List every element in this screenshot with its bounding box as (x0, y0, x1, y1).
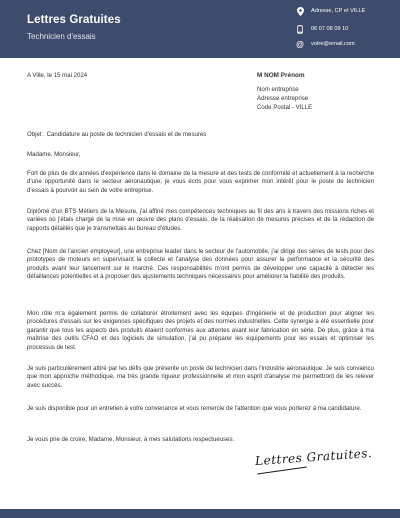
letter-paragraph: Fort de plus de dix années d'expérience dans le domaine de la mesure et des tests de conformité et actuellement à la recherche d'une opportunité dans le secteur aéronautique, je vous écris pour vous exprimer mon intérêt pour le poste de technicien d'essais à pourvoir au sein de votre entreprise. (27, 170, 374, 194)
recipient-company: Nom entreprise (257, 86, 299, 93)
letter-footer-bar (0, 509, 400, 518)
letter-paragraph: Diplômé d'un BTS Métiers de la Mesure, j'ai affiné mes compétences techniques au fil des ans à travers des missions riches et variées où j'étais chargé de la mise en œuvre des plans d'essais, de la réalisation de mesures précises et de la rédaction de rapports détaillés que je transmettais au bureau d'études. (27, 208, 374, 232)
recipient-postal-city: Code Postal - VILLE (257, 104, 313, 111)
letter-closing: Je vous prie de croire, Madame, Monsieur, à mes salutations respectueuses. (27, 436, 235, 443)
at-sign-icon: @ (296, 39, 304, 49)
letter-date: A Ville, le 15 mai 2024 (27, 72, 88, 79)
signature-flourish (257, 467, 307, 475)
handwritten-signature: Lettres Gratuites. (254, 445, 373, 469)
phone-icon (295, 24, 305, 34)
letter-paragraph: Chez [Nom de l'ancien employeur], une entreprise leader dans le secteur de l'automobile, j'ai dirigé des séries de tests pour des prototypes de moteurs en supervisant la collecte et l'analyse des données pour assurer la performance et la sécurité des produits avant leur lancement sur le marché. Ces responsabilités m'ont permis de développer une capacité à détecter les défaillances potentielles et à proposer des ajustements techniques nécessaires pour améliorer la fiabilité des produits. (27, 248, 374, 281)
contact-address-text: Adresse, CP et VILLE (311, 8, 366, 14)
sender-job-title: Technicien d'essais (27, 32, 96, 41)
contact-email-text: votre@email.com (311, 41, 355, 47)
letter-header (0, 0, 400, 58)
contact-address (295, 6, 365, 16)
recipient-address: Adresse entreprise (257, 95, 309, 102)
letter-object: Objet : Candidature au poste de technicien d'essais et de mesures (27, 131, 207, 138)
contact-phone (295, 24, 348, 34)
recipient-name: M NOM Prénom (257, 72, 305, 79)
letter-paragraph: Je suis disponible pour un entretien à votre convenance et vous remercie de l'attention que vous porterez à ma candidature. (27, 405, 362, 412)
location-pin-icon (295, 6, 305, 16)
letter-paragraph: Mon rôle m'a également permis de collaborer étroitement avec les équipes d'ingénierie et de production pour aligner les procédures d'essais sur les exigences spécifiques des projets et des normes industrielles. Cette synergie a été essentielle pour garantir que tous les aspects des produits étaient conformes aux attentes avant leur fabrication en série. De plus, grâce à ma maîtrise des outils CFAO et des logiciels de simulation, j'ai pu préparer les équipements pour les essais et optimiser les processus de test. (27, 310, 374, 351)
contact-phone-text: 06 07 08 09 10 (311, 26, 349, 32)
letter-salutation: Madame, Monsieur, (27, 151, 81, 158)
letter-paragraph: Je suis particulièrement attiré par les défis que présente un poste de technicien dans l'industrie aéronautique. Je suis convaincu que mon approche méthodique, ma très grande rigueur professionnelle et mon esprit d'analyse me permettront de les relever avec succès. (27, 365, 374, 389)
sender-name: Lettres Gratuites (27, 14, 121, 26)
contact-email (295, 39, 355, 49)
